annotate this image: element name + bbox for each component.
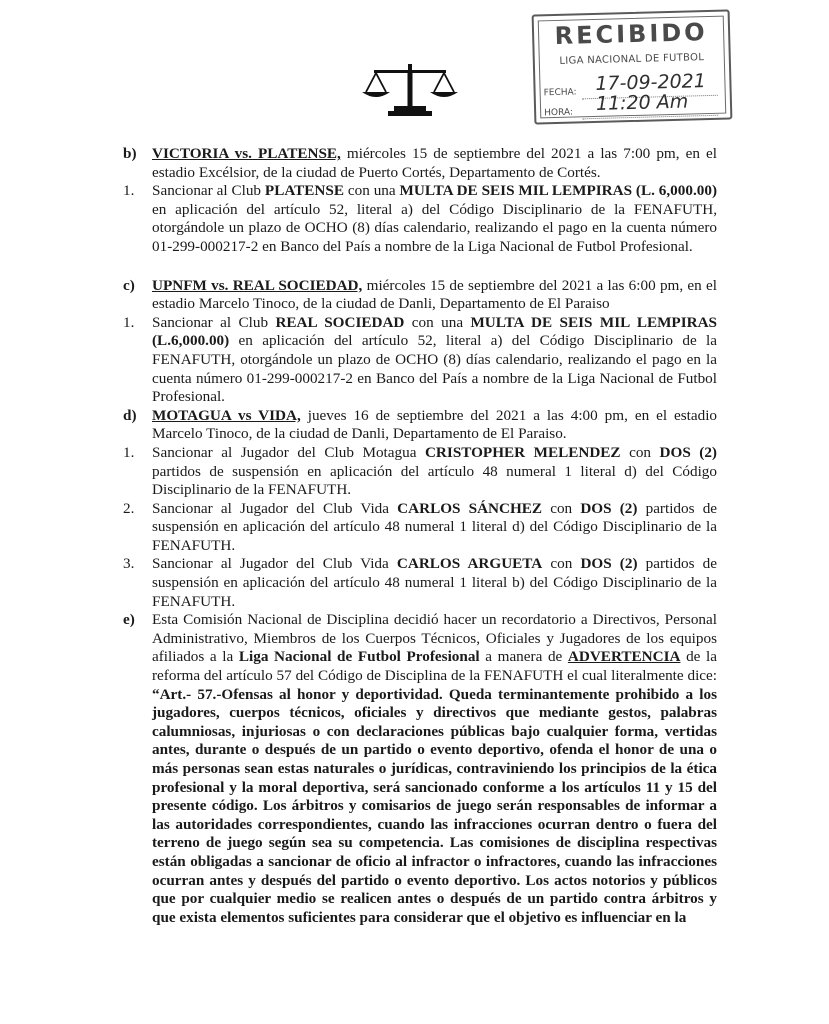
item-text: Sancionar al Jugador del Club Motagua [152,443,425,461]
stamp-fecha-value: 17-09-2021 [595,70,707,95]
paragraph-text: de la reforma del artículo 57 del Código de Disciplina de la FENAFUTH el cual literalmente dice: [152,648,717,685]
player-name: CARLOS SÁNCHEZ [397,499,543,517]
stamp-fecha-label: FECHA: [543,87,577,99]
item-marker: 1. [123,182,135,200]
suspension-games: DOS (2) [580,499,638,517]
section-d-item-2 [120,500,717,556]
item-text: en aplicación del artículo 52, literal a) del Código Disciplinario de la FENAFUTH, otorgándole un plazo de OCHO (8) días calendario, realizando el pago en la cuenta número 01-299-000217-2 en Banco del País a nombre de la Liga Nacional de Futbol Profesional. [152,200,717,255]
section-marker: b) [123,145,137,162]
item-text: en aplicación del artículo 52, literal a) del Código Disciplinario de la FENAFUTH, otorgándole un plazo de OCHO (8) días calendario, realizando el pago en la cuenta número 01-299-000217-2 en Banco del País a nombre de la Liga Nacional de Futbol Profesional. [152,332,717,406]
advertencia-label: ADVERTENCIA [567,648,681,666]
item-text: Sancionar al Jugador del Club Vida [152,555,397,573]
stamp-hora-line [582,115,718,120]
item-text: Sancionar al Club [152,182,265,200]
match-details: miércoles 15 de septiembre del 2021 a las 6:00 pm, en el estadio Marcelo Tinoco, de la ciudad de Danli, Departamento de El Paraiso [152,276,718,313]
suspension-games: DOS (2) [580,555,638,573]
suspension-games: DOS (2) [659,443,717,461]
section-d-item-3 [120,555,717,611]
balance-scale-icon [360,62,460,118]
section-b-heading [120,145,717,182]
document-body [120,145,717,927]
item-text: Sancionar al Jugador del Club Vida [152,499,398,517]
item-marker: 1. [123,313,135,331]
section-d-item-1 [120,444,717,500]
item-text: Sancionar al Club [152,313,276,331]
item-marker: 3. [123,555,135,573]
section-d-heading [120,407,717,444]
item-text: con [542,499,581,517]
match-title: UPNFM vs. REAL SOCIEDAD, [152,276,363,294]
liga-name: Liga Nacional de Futbol Profesional [238,648,480,666]
club-name: REAL SOCIEDAD [275,313,405,331]
item-text: con una [343,182,400,200]
player-name: CARLOS ARGUETA [396,555,543,573]
stamp-title: RECIBIDO [554,18,708,51]
club-name: PLATENSE [264,182,344,200]
fine-amount: MULTA DE SEIS MIL LEMPIRAS (L. 6,000.00) [399,182,717,200]
section-marker: e) [123,611,135,629]
stamp-hora-value: 11:20 Am [595,90,689,115]
match-details: jueves 16 de septiembre del 2021 a las 4:00 pm, en el estadio Marcelo Tinoco, de la ciudad de Danli, Departamento de El Paraiso. [152,406,718,443]
received-stamp [532,9,733,124]
section-e [120,611,717,927]
player-name: CRISTOPHER MELENDEZ [424,443,621,461]
section-c-heading [120,277,717,314]
item-text: con una [404,313,471,331]
item-text: con [620,443,660,461]
paragraph-text: Esta Comisión Nacional de Disciplina decidió hacer un recordatorio a Directivos, Personal Administrativo, Miembros de los Cuerpos Técnicos, Oficiales y Jugadores de los equipos afiliados a la [152,611,717,666]
match-title: MOTAGUA vs VIDA, [152,406,301,424]
stamp-org: LIGA NACIONAL DE FUTBOL [559,52,705,67]
item-text: con [542,555,581,573]
item-marker: 1. [123,443,135,461]
section-c-item-1 [120,314,717,407]
section-b-item-1 [120,182,717,256]
article-57-quote: “Art.- 57.-Ofensas al honor y deportividad. Queda terminantemente prohibido a los jugadores, cuerpos técnicos, oficiales y directivos que mediante gestos, palabras calumniosas, injuriosas o con declaraciones públicas bajo cualquier forma, vertidas antes, durante o después de un partido o evento deportivo, ofenda el honor de una o más personas sean estas naturales o jurídicas, contraviniendo los principios de la ética profesional y la moral deportiva, será sancionado conforme a los artículos 11 y 15 del presente código. Los árbitros y comisarios de juego serán responsables de informar a las autoridades correspondientes, cuando las infracciones ocurran dentro o fuera del terreno de juego según sea su competencia. Las comisiones de disciplina respectivas están obligadas a sancionar de oficio al infractor o infractores, cuando las infracciones ocurran antes y después del partido o evento deportivo. Los actos notorios y públicos que por cualquier medio se realicen antes o después de un partido contra árbitros y que exista elementos suficientes para considerar que el objetivo es influenciar en la [152,685,717,926]
item-text: partidos de suspensión en aplicación del artículo 48 numeral 1 literal d) del Código Disciplinario de la FENAFUTH. [152,462,717,499]
match-details: miércoles 15 de septiembre del 2021 a las 7:00 pm, en el estadio Excélsior, de la ciudad de Puerto Cortés, Departamento de Cortés. [152,145,717,181]
paragraph-text: a manera de [479,648,568,666]
item-text: partidos de suspensión en aplicación del artículo 48 numeral 1 literal d) del Código Disciplinario de la FENAFUTH. [152,499,718,554]
item-marker: 2. [123,499,135,517]
match-title: VICTORIA vs. PLATENSE, [152,145,341,162]
section-marker: d) [123,406,137,424]
stamp-hora-label: HORA: [544,107,574,119]
item-text: partidos de suspensión en aplicación del artículo 48 numeral 1 literal b) del Código Disciplinario de la FENAFUTH. [152,555,718,610]
fine-amount: MULTA DE SEIS MIL LEMPIRAS (L.6,000.00) [152,313,717,350]
section-marker: c) [123,276,135,294]
